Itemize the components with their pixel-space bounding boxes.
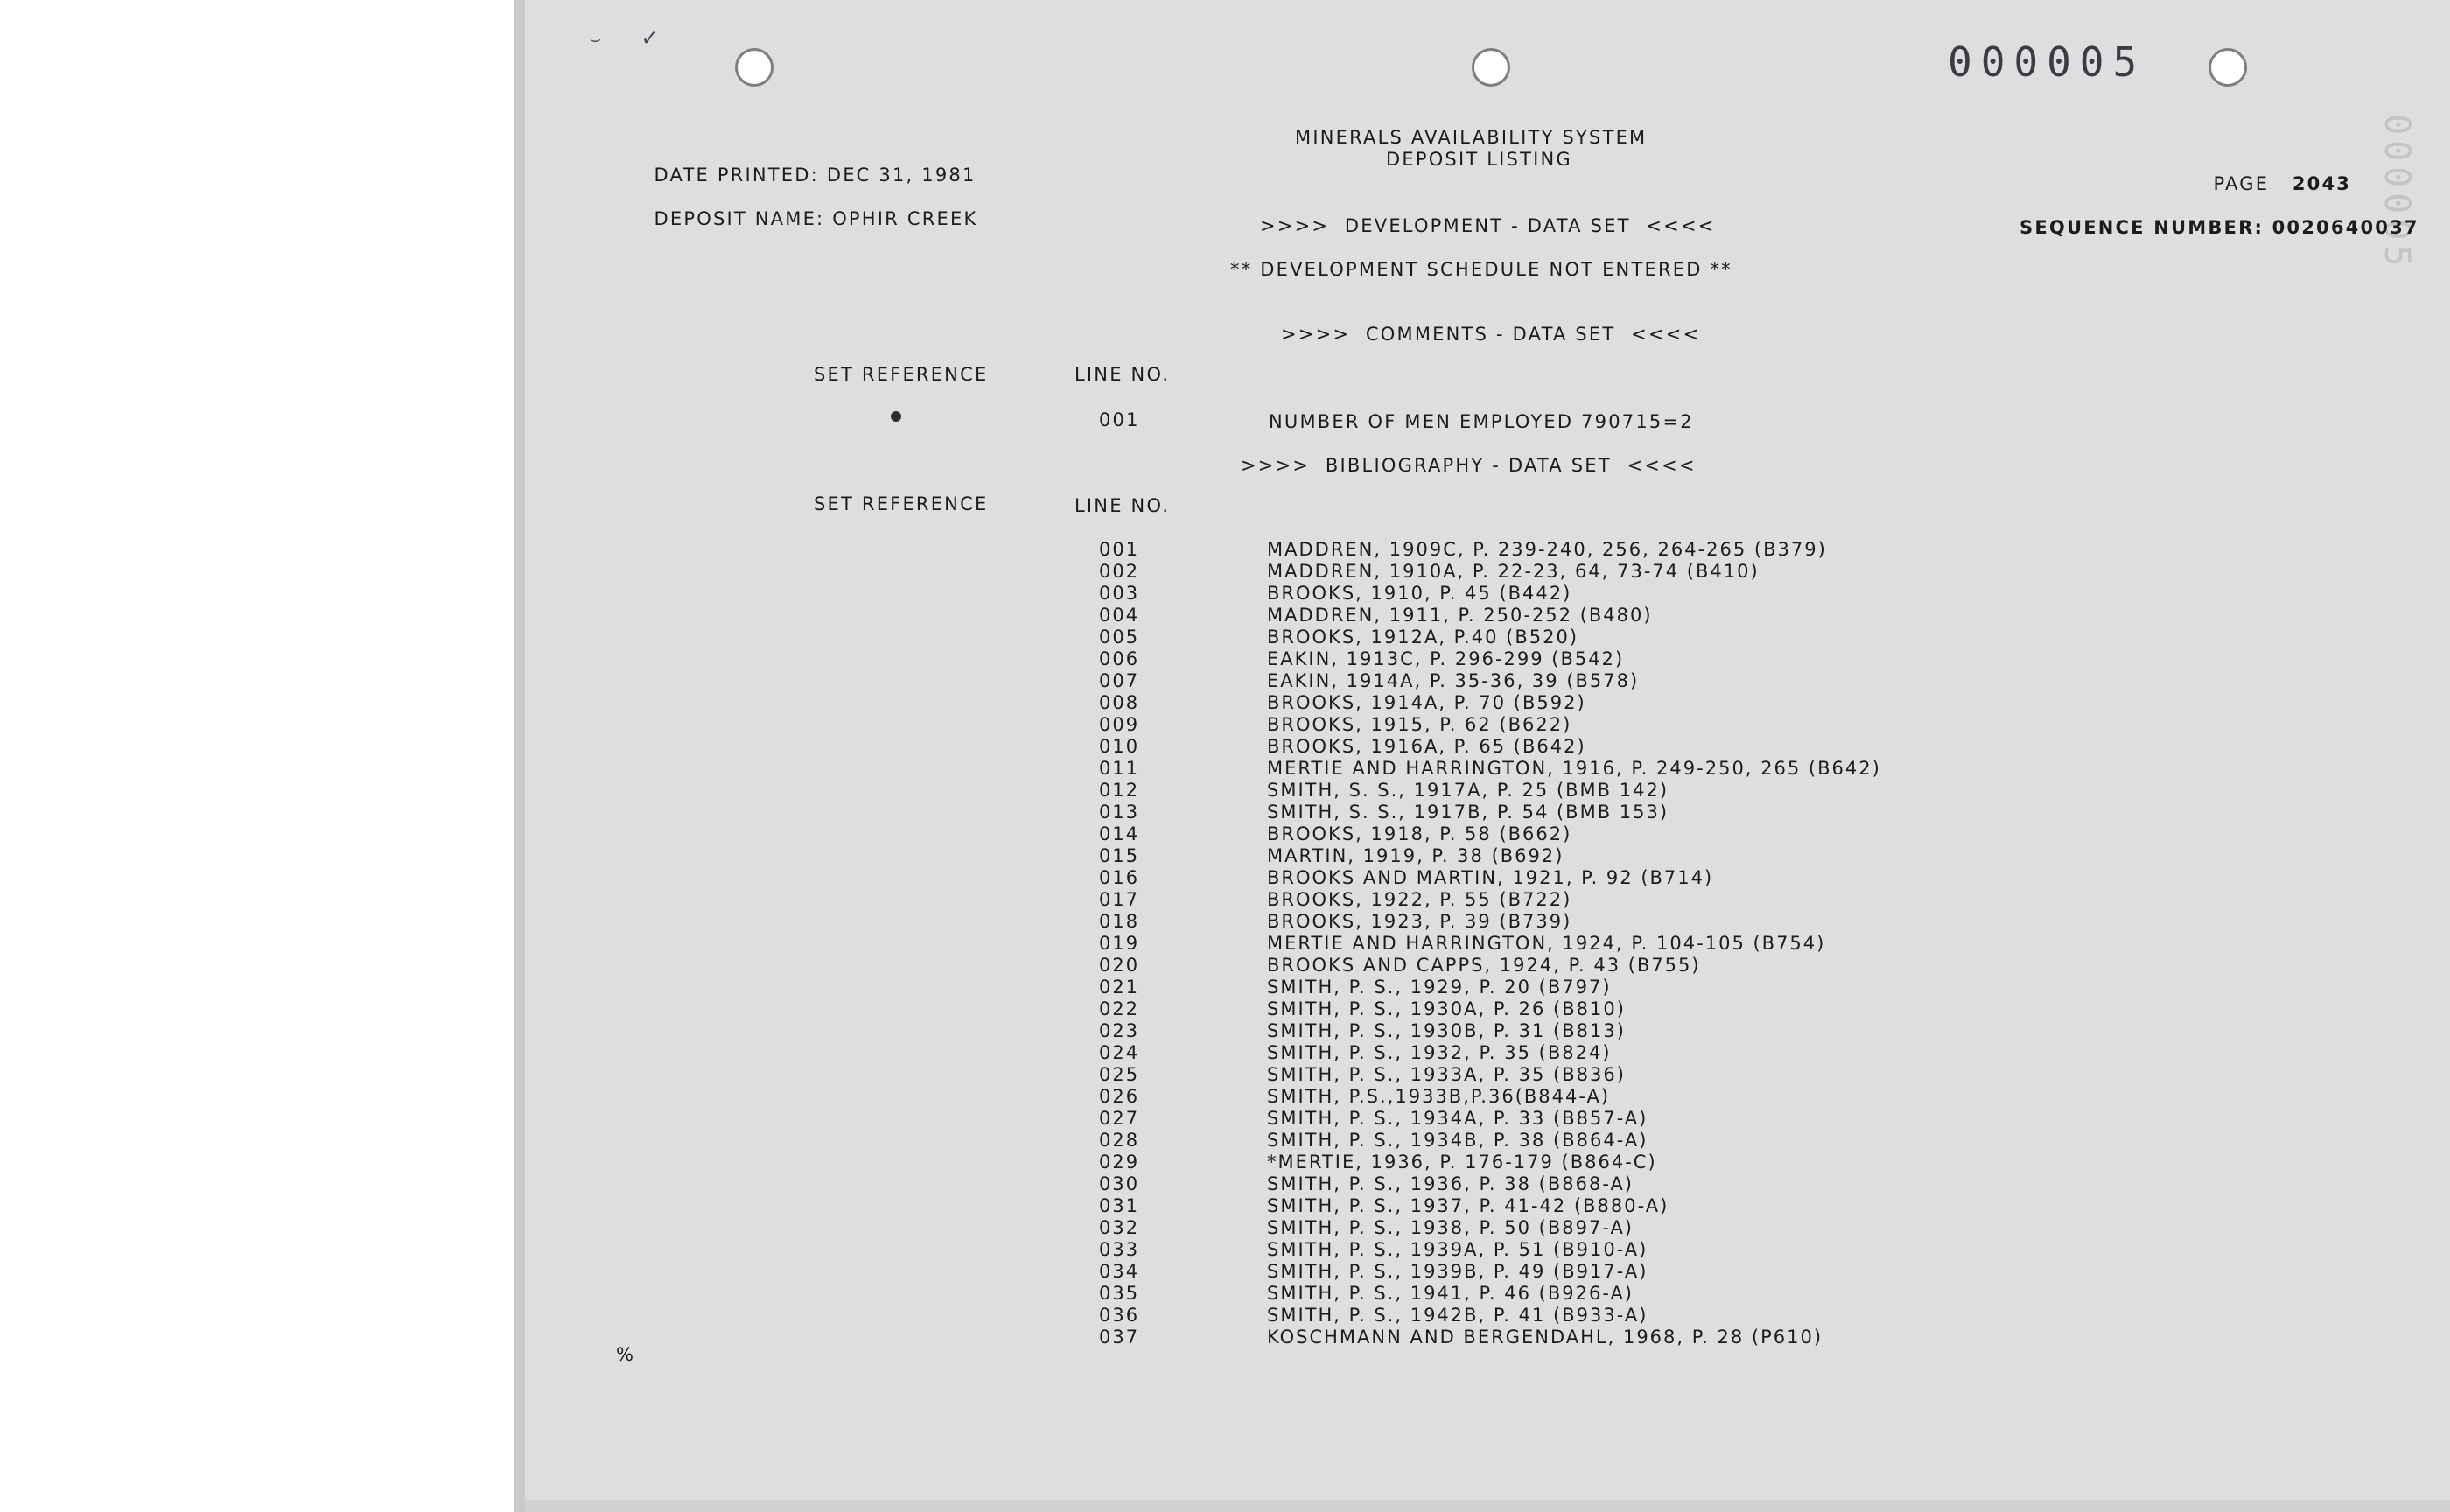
date-printed-label: DATE PRINTED: [654,164,819,186]
deposit-name-label: DEPOSIT NAME: [654,208,825,229]
bibliography-citation: BROOKS, 1918, P. 58 (B662) [1267,823,1572,844]
bibliography-row [514,976,2450,998]
bibliography-row [514,955,2450,976]
bibliography-row [514,1020,2450,1042]
bibliography-line-no: 013 [1099,802,1140,822]
bibliography-line-no: 028 [1099,1130,1140,1151]
bibliography-line-no: 005 [1099,626,1140,648]
bibliography-line-no: 036 [1099,1305,1140,1326]
bibliography-row [514,1283,2450,1305]
comments-section-title: >>>> COMMENTS - DATA SET <<<< [1281,324,1701,345]
punch-hole-right [2208,48,2247,87]
bibliography-citation: SMITH, P. S., 1930B, P. 31 (B813) [1267,1020,1626,1041]
bibliography-line-no: 029 [1099,1152,1140,1172]
bibliography-row [514,1108,2450,1130]
bibliography-citation: SMITH, P. S., 1939A, P. 51 (B910-A) [1267,1239,1648,1260]
bibliography-citation: BROOKS AND CAPPS, 1924, P. 43 (B755) [1267,955,1701,976]
bibliography-row [514,1326,2450,1348]
bibliography-row [514,998,2450,1020]
bibliography-line-no: 016 [1099,867,1140,888]
bibliography-citation: MARTIN, 1919, P. 38 (B692) [1267,845,1564,866]
bibliography-line-no: 001 [1099,539,1140,560]
bibliography-citation: SMITH, P. S., 1941, P. 46 (B926-A) [1267,1283,1634,1304]
bibliography-line-no: 027 [1099,1108,1140,1129]
bibliography-line-no: 034 [1099,1261,1140,1282]
bibliography-line-no: 006 [1099,648,1140,669]
bibliography-line-no: 018 [1099,911,1140,932]
punch-hole-left [735,48,774,87]
bibliography-citation: SMITH, P. S., 1937, P. 41-42 (B880-A) [1267,1195,1670,1216]
bibliography-citation: BROOKS, 1914A, P. 70 (B592) [1267,692,1586,713]
bibliography-row [514,1217,2450,1239]
bibliography-citation: EAKIN, 1913C, P. 296-299 (B542) [1267,648,1625,669]
bibliography-col-line-no: LINE NO. [1074,495,1171,516]
bibliography-row [514,1261,2450,1283]
bibliography-citation: SMITH, P. S., 1942B, P. 41 (B933-A) [1267,1305,1648,1326]
bibliography-row [514,736,2450,758]
date-printed-value: DEC 31, 1981 [826,164,976,186]
page-label: PAGE [2213,173,2270,194]
comments-line-no: 001 [1099,410,1140,430]
bibliography-row [514,1173,2450,1195]
bibliography-line-no: 004 [1099,605,1140,626]
bibliography-line-no: 033 [1099,1239,1140,1260]
bibliography-row [514,780,2450,802]
bibliography-citation: MADDREN, 1909C, P. 239-240, 256, 264-265 (B379) [1267,539,1827,560]
bibliography-row [514,692,2450,714]
page-value: 2043 [2292,173,2352,194]
bibliography-row [514,889,2450,911]
bibliography-citation: BROOKS, 1923, P. 39 (B739) [1267,911,1572,932]
bibliography-line-no: 020 [1099,955,1140,976]
bibliography-citation: BROOKS, 1922, P. 55 (B722) [1267,889,1572,910]
bibliography-row [514,626,2450,648]
bibliography-citation: KOSCHMANN AND BERGENDAHL, 1968, P. 28 (P610) [1267,1326,1824,1348]
bibliography-row [514,911,2450,933]
bibliography-line-no: 030 [1099,1173,1140,1194]
bibliography-row [514,670,2450,692]
sequence-value: 0020640037 [2272,217,2419,238]
development-note: ** DEVELOPMENT SCHEDULE NOT ENTERED ** [1230,259,1732,280]
bibliography-row [514,758,2450,780]
bibliography-row [514,802,2450,823]
bibliography-citation: SMITH, P.S.,1933B,P.36(B844-A) [1267,1086,1611,1107]
bibliography-row [514,1152,2450,1173]
bibliography-citation: BROOKS, 1910, P. 45 (B442) [1267,583,1572,604]
bibliography-line-no: 025 [1099,1064,1140,1085]
pen-mark-icon: ⌣ [590,28,602,49]
stamp-number: 000005 [1948,38,2146,86]
comments-text: NUMBER OF MEN EMPLOYED 790715=2 [1269,411,1694,432]
bibliography-line-no: 032 [1099,1217,1140,1238]
deposit-name-value: OPHIR CREEK [832,208,978,229]
bleed-through-mark: 000005 [2376,114,2417,272]
bibliography-col-set-reference: SET REFERENCE [814,494,989,514]
sequence-label: SEQUENCE NUMBER: [2020,217,2264,238]
bibliography-line-no: 008 [1099,692,1140,713]
pen-mark-icon: ✓ [642,23,657,52]
bibliography-line-no: 014 [1099,823,1140,844]
system-title: MINERALS AVAILABILITY SYSTEM [1295,127,1648,148]
bibliography-row [514,714,2450,736]
bibliography-line-no: 003 [1099,583,1140,604]
document-page [514,0,2450,1512]
bibliography-line-no: 031 [1099,1195,1140,1216]
bibliography-row [514,823,2450,845]
bibliography-citation: BROOKS, 1915, P. 62 (B622) [1267,714,1572,735]
bibliography-row [514,933,2450,955]
bibliography-line-no: 012 [1099,780,1140,801]
percent-mark: % [616,1344,636,1365]
bibliography-citation: SMITH, P. S., 1939B, P. 49 (B917-A) [1267,1261,1648,1282]
bibliography-line-no: 002 [1099,561,1140,582]
bibliography-citation: SMITH, P. S., 1934A, P. 33 (B857-A) [1267,1108,1648,1129]
set-reference-bullet [891,411,901,422]
bibliography-line-no: 015 [1099,845,1140,866]
bibliography-section-title: >>>> BIBLIOGRAPHY - DATA SET <<<< [1241,455,1697,476]
bibliography-row [514,1195,2450,1217]
bibliography-row [514,605,2450,626]
bibliography-citation: MERTIE AND HARRINGTON, 1916, P. 249-250, 265 (B642) [1267,758,1881,779]
bibliography-row [514,1305,2450,1326]
bibliography-line-no: 035 [1099,1283,1140,1304]
bibliography-line-no: 026 [1099,1086,1140,1107]
bibliography-row [514,867,2450,889]
sequence-number [1986,196,2419,259]
bibliography-row [514,845,2450,867]
bibliography-citation: SMITH, P. S., 1936, P. 38 (B868-A) [1267,1173,1634,1194]
deposit-name [623,187,977,250]
comments-col-line-no: LINE NO. [1074,364,1171,385]
listing-title: DEPOSIT LISTING [1386,149,1572,170]
bibliography-citation: SMITH, S. S., 1917B, P. 54 (BMB 153) [1267,802,1670,822]
bibliography-row [514,1042,2450,1064]
bibliography-row [514,648,2450,670]
bibliography-row [514,1130,2450,1152]
punch-hole-center [1472,48,1510,87]
bibliography-line-no: 024 [1099,1042,1140,1063]
bibliography-citation: BROOKS, 1916A, P. 65 (B642) [1267,736,1586,757]
bibliography-citation: SMITH, P. S., 1934B, P. 38 (B864-A) [1267,1130,1648,1151]
bibliography-row [514,1086,2450,1108]
bibliography-line-no: 021 [1099,976,1140,998]
bibliography-line-no: 009 [1099,714,1140,735]
bibliography-citation: SMITH, P. S., 1932, P. 35 (B824) [1267,1042,1612,1063]
bibliography-row [514,1064,2450,1086]
development-section-title: >>>> DEVELOPMENT - DATA SET <<<< [1260,215,1716,236]
bibliography-row [514,539,2450,561]
bibliography-line-no: 019 [1099,933,1140,954]
bibliography-citation: MADDREN, 1910A, P. 22-23, 64, 73-74 (B410) [1267,561,1760,582]
bibliography-citation: MADDREN, 1911, P. 250-252 (B480) [1267,605,1653,626]
bibliography-citation: SMITH, P. S., 1930A, P. 26 (B810) [1267,998,1626,1019]
bibliography-citation: SMITH, S. S., 1917A, P. 25 (BMB 142) [1267,780,1670,801]
bibliography-line-no: 037 [1099,1326,1140,1348]
bibliography-row [514,1239,2450,1261]
bibliography-line-no: 022 [1099,998,1140,1019]
bibliography-citation: *MERTIE, 1936, P. 176-179 (B864-C) [1267,1152,1657,1172]
bibliography-line-no: 017 [1099,889,1140,910]
comments-col-set-reference: SET REFERENCE [814,364,989,385]
bibliography-citation: SMITH, P. S., 1933A, P. 35 (B836) [1267,1064,1626,1085]
bibliography-line-no: 007 [1099,670,1140,691]
bibliography-citation: MERTIE AND HARRINGTON, 1924, P. 104-105 (B754) [1267,933,1826,954]
bibliography-citation: SMITH, P. S., 1929, P. 20 (B797) [1267,976,1612,998]
bibliography-citation: SMITH, P. S., 1938, P. 50 (B897-A) [1267,1217,1634,1238]
bibliography-row [514,583,2450,605]
bibliography-citation: BROOKS, 1912A, P.40 (B520) [1267,626,1579,648]
bibliography-line-no: 023 [1099,1020,1140,1041]
bibliography-line-no: 011 [1099,758,1140,779]
bibliography-citation: EAKIN, 1914A, P. 35-36, 39 (B578) [1267,670,1640,691]
bibliography-row [514,561,2450,583]
bibliography-citation: BROOKS AND MARTIN, 1921, P. 92 (B714) [1267,867,1714,888]
bibliography-line-no: 010 [1099,736,1140,757]
